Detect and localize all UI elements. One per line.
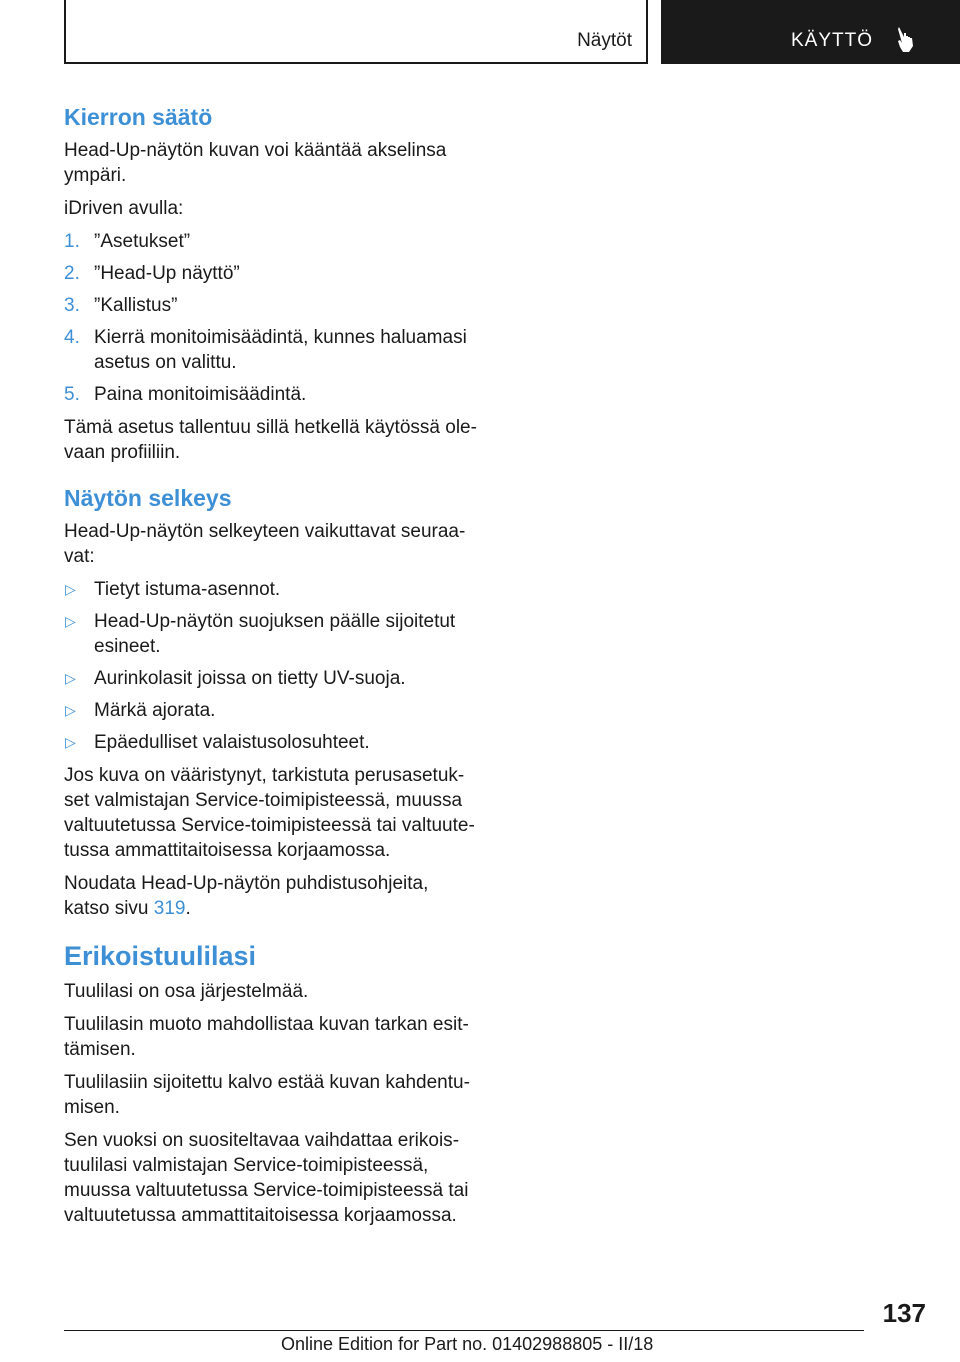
triangle-bullet-icon: ▷ — [65, 581, 76, 597]
page-number: 137 — [882, 1298, 926, 1328]
pointing-hand-icon — [895, 24, 919, 54]
page-content — [64, 100, 478, 1244]
cleaning-suffix: . — [185, 898, 191, 919]
step-number: 5. — [64, 384, 80, 405]
tilt-note: Tämä asetus tallentuu sillä hetkellä käytössä olevaan profiiliin. — [64, 417, 477, 463]
bullet-text: Epäedulliset valaistusolosuhteet. — [94, 732, 370, 753]
windshield-p2: Tuulilasin muoto mahdollistaa kuvan tarkan esittämisen. — [64, 1014, 469, 1060]
tilt-intro: Head-Up-näytön kuvan voi kääntää akselinsa ympäri. — [64, 140, 447, 186]
section-title-tilt: Kierron säätö — [64, 104, 213, 130]
section-title-clarity: Näytön selkeys — [64, 485, 232, 511]
clarity-intro: Head-Up-näytön selkeyteen vaikuttavat seuraavat: — [64, 521, 466, 567]
header-chapter-title: KÄYTTÖ — [791, 30, 874, 51]
tilt-steps — [64, 229, 478, 407]
step-item — [64, 293, 478, 318]
bullet-item — [64, 666, 478, 691]
step-number: 1. — [64, 231, 80, 252]
step-number: 2. — [64, 263, 80, 284]
triangle-bullet-icon: ▷ — [65, 702, 76, 718]
step-item — [64, 325, 478, 375]
step-item — [64, 382, 478, 407]
tilt-via: iDriven avulla: — [64, 198, 184, 219]
bullet-text: Head-Up-näytön suojuksen päälle sijoitetut esineet. — [94, 611, 456, 657]
triangle-bullet-icon: ▷ — [65, 734, 76, 750]
step-text: Kierrä monitoimisäädintä, kunnes haluamasi asetus on valittu. — [94, 327, 467, 373]
step-text: ”Head-Up näyttö” — [94, 263, 240, 284]
windshield-p3: Tuulilasiin sijoitettu kalvo estää kuvan kahdentumisen. — [64, 1072, 470, 1118]
windshield-p1: Tuulilasi on osa järjestelmää. — [64, 981, 309, 1002]
clarity-cleaning — [64, 871, 478, 921]
clarity-distorted: Jos kuva on vääristynyt, tarkistuta perusasetukset valmistajan Service-toimipisteessä, muussa valtuutetussa Service-toimipisteessä tai valtuutetussa ammattitaitoisessa korjaamossa. — [64, 765, 475, 861]
step-number: 4. — [64, 327, 80, 348]
footer-edition: Online Edition for Part no. 01402988805 - II/18 — [281, 1334, 654, 1354]
bullet-text: Märkä ajorata. — [94, 700, 216, 721]
bullet-text: Tietyt istuma-asennot. — [94, 579, 281, 600]
header-section-box — [64, 0, 648, 64]
section-windshield — [64, 937, 478, 1228]
bullet-item — [64, 698, 478, 723]
cleaning-text: Noudata Head-Up-näytön puhdistusohjeita, katso sivu — [64, 873, 429, 919]
section-title-windshield: Erikoistuulilasi — [64, 941, 257, 971]
clarity-bullets — [64, 577, 478, 755]
bullet-text: Aurinkolasit joissa on tietty UV-suoja. — [94, 668, 406, 689]
windshield-p4: Sen vuoksi on suositeltavaa vaihdattaa erikoistuulilasi valmistajan Service-toimipisteessä, muussa valtuutetussa Service-toimipisteessä tai valtuutetussa ammattitaitoisessa korjaamossa. — [64, 1130, 469, 1226]
step-text: Paina monitoimisäädintä. — [94, 384, 307, 405]
step-item — [64, 261, 478, 286]
header-section-title: Näytöt — [577, 30, 632, 51]
triangle-bullet-icon: ▷ — [65, 670, 76, 686]
cleaning-page-link[interactable]: 319 — [153, 898, 186, 919]
header-chapter-box — [661, 0, 960, 64]
footer-divider — [64, 1330, 864, 1331]
bullet-item — [64, 730, 478, 755]
step-text: ”Kallistus” — [94, 295, 178, 316]
step-item — [64, 229, 478, 254]
section-clarity — [64, 481, 478, 921]
bullet-item — [64, 577, 478, 602]
step-number: 3. — [64, 295, 80, 316]
bullet-item — [64, 609, 478, 659]
step-text: ”Asetukset” — [94, 231, 191, 252]
triangle-bullet-icon: ▷ — [65, 613, 76, 629]
section-tilt — [64, 100, 478, 465]
